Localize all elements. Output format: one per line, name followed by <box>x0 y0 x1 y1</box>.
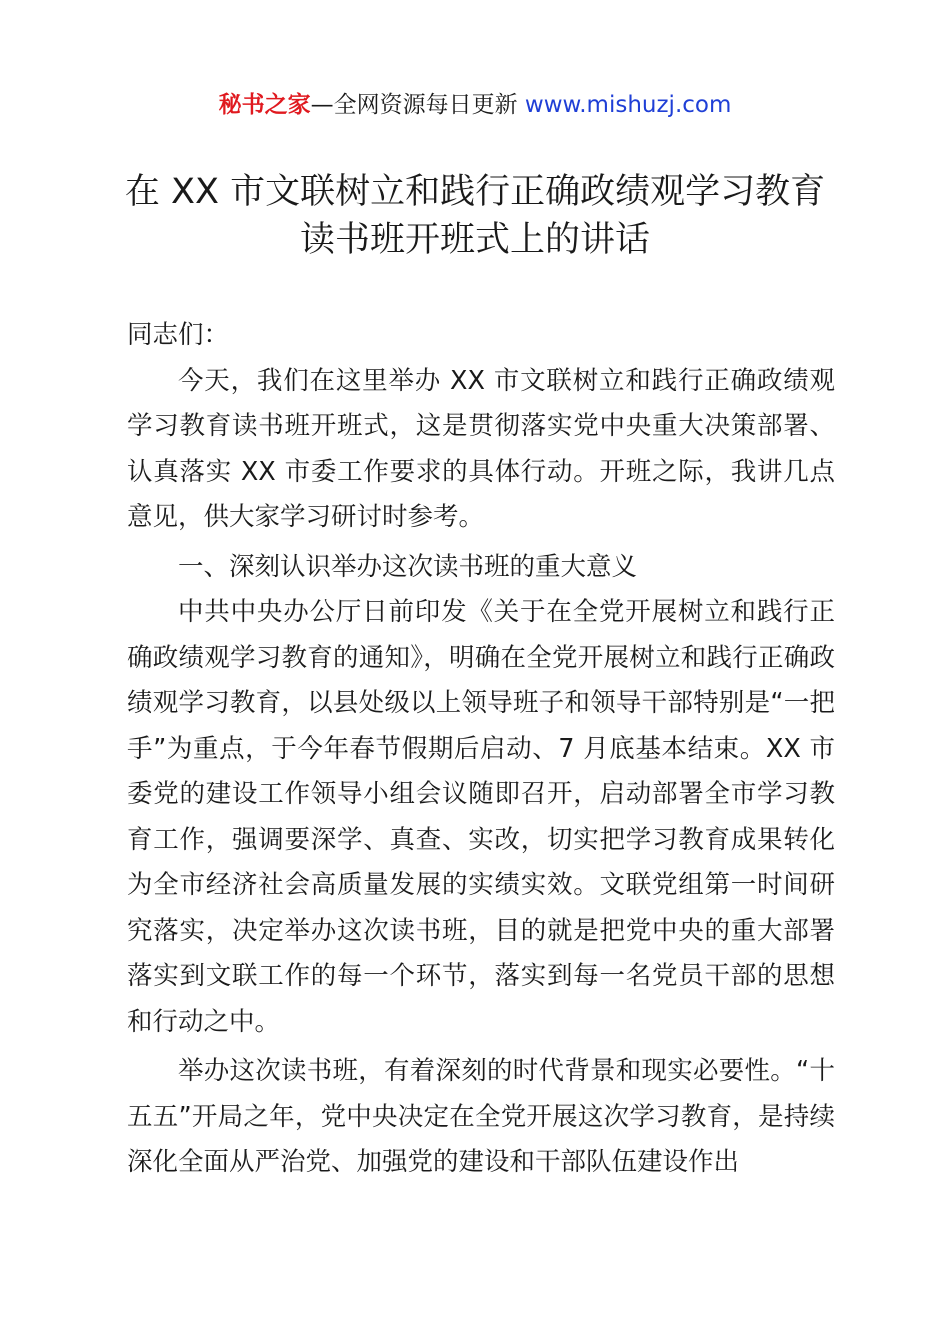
document-title <box>100 168 850 264</box>
document-body <box>127 313 835 1186</box>
title-line-1: 在 XX 市文联树立和践行正确政绩观学习教育 <box>124 172 826 212</box>
site-header <box>0 88 950 122</box>
title-line-2: 读书班开班式上的讲话 <box>299 220 650 260</box>
site-tagline: —全网资源每日更新 <box>310 92 525 118</box>
section-heading-1: 一、深刻认识举办这次读书班的重大意义 <box>178 551 638 582</box>
salutation: 同志们： <box>127 320 230 350</box>
paragraph-background: 中共中央办公厅日前印发《关于在全党开展树立和践行正确政绩观学习教育的通知》，明确在全党开展树立和践行正确政绩观学习教育，以县处级以上领导班子和领导干部特别是“一把手”为重点，于今年春节假期后启动、7 月底基本结束。XX 市委党的建设工作领导小组会议随即召开，启动部署全市学习教育工作，强调要深学、真查、实改，切实把学习教育成果转化为全市经济社会高质量发展的实绩实效。文联党组第一时间研究落实，决定举办这次读书班，目的就是把党中央的重大部署落实到文联工作的每一个环节，落实到每一名党员干部的思想和行动之中。 <box>127 597 835 1037</box>
paragraph-intro: 今天，我们在这里举办 XX 市文联树立和践行正确政绩观学习教育读书班开班式，这是贯彻落实党中央重大决策部署、认真落实 XX 市委工作要求的具体行动。开班之际，我讲几点意见，供大家学习研讨时参考。 <box>127 365 835 532</box>
paragraph-necessity: 举办这次读书班，有着深刻的时代背景和现实必要性。“十五五”开局之年，党中央决定在全党开展这次学习教育，是持续深化全面从严治党、加强党的建设和干部队伍建设作出 <box>127 1056 835 1177</box>
site-name: 秘书之家 <box>218 92 311 118</box>
site-url-link[interactable]: www.mishuzj.com <box>524 92 732 118</box>
